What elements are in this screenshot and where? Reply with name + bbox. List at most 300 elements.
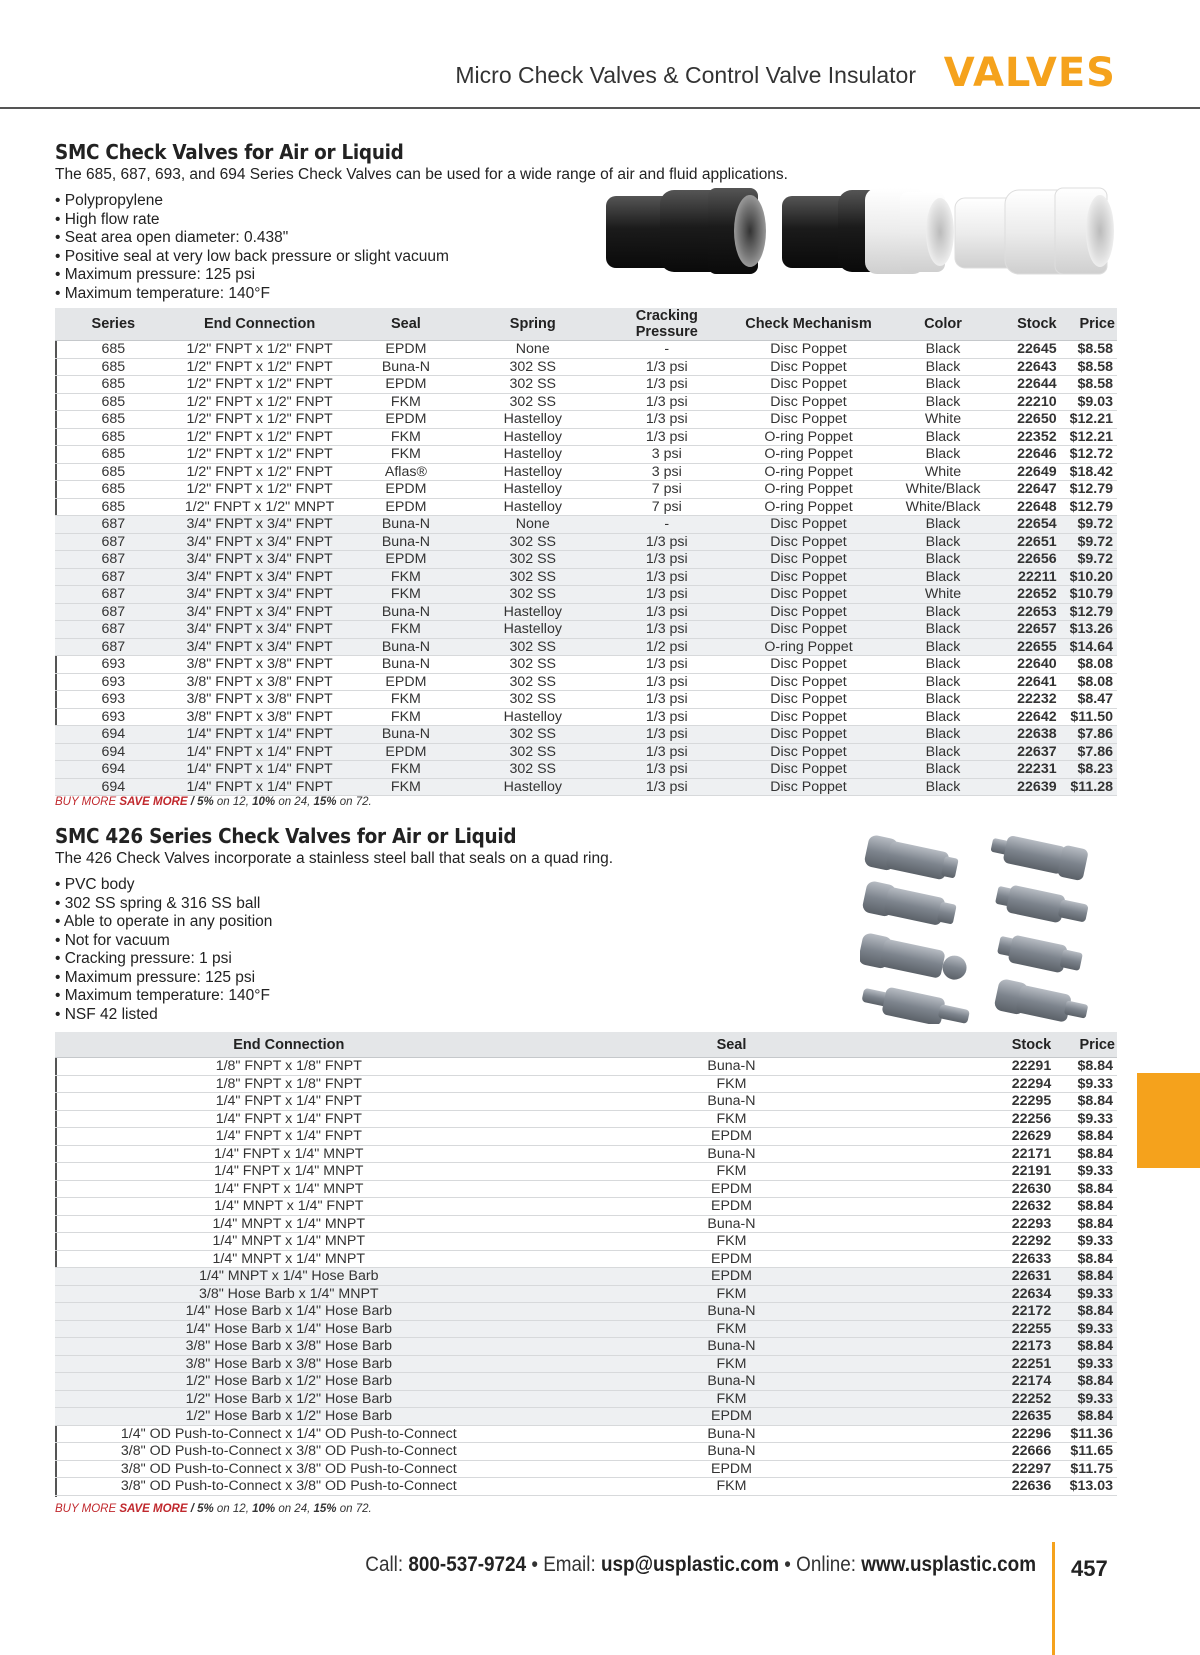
price-cell: $9.33	[1053, 1163, 1117, 1181]
end-connection-cell: 1/4" FNPT x 1/4" FNPT	[172, 778, 348, 796]
end-connection-cell: 1/4" FNPT x 1/4" FNPT	[55, 1110, 523, 1128]
color-cell: Black	[885, 603, 1002, 621]
stock-cell: 22296	[940, 1425, 1053, 1443]
series-cell: 687	[55, 533, 172, 551]
seal-cell: Buna-N	[523, 1373, 941, 1391]
stock-cell: 22211	[1001, 568, 1058, 586]
seal-cell: FKM	[523, 1075, 941, 1093]
price-cell: $8.84	[1053, 1198, 1117, 1216]
check-mechanism-cell: O-ring Poppet	[732, 428, 884, 446]
seal-cell: FKM	[348, 761, 465, 779]
table-header-row	[55, 308, 1117, 341]
stock-cell: 22292	[940, 1233, 1053, 1251]
seal-cell: Buna-N	[523, 1093, 941, 1111]
price-cell: $8.84	[1053, 1338, 1117, 1356]
color-cell: Black	[885, 761, 1002, 779]
seal-cell: FKM	[523, 1285, 941, 1303]
table-row	[55, 656, 1117, 674]
spring-cell: 302 SS	[464, 551, 601, 569]
color-cell: White/Black	[885, 481, 1002, 499]
page-header-title: Micro Check Valves & Control Valve Insulator	[455, 62, 916, 88]
price-cell: $12.79	[1059, 481, 1117, 499]
price-cell: $8.84	[1053, 1093, 1117, 1111]
price-cell: $8.84	[1053, 1145, 1117, 1163]
series-cell: 687	[55, 586, 172, 604]
seal-cell: FKM	[348, 393, 465, 411]
end-connection-cell: 1/2" FNPT x 1/2" FNPT	[172, 393, 348, 411]
end-connection-cell: 1/2" FNPT x 1/2" MNPT	[172, 498, 348, 516]
column-header: Stock	[940, 1032, 1053, 1058]
seal-cell: Buna-N	[348, 603, 465, 621]
online-label: • Online:	[779, 1553, 862, 1576]
end-connection-cell: 1/2" FNPT x 1/2" FNPT	[172, 341, 348, 359]
table-row	[55, 708, 1117, 726]
price-cell: $8.84	[1053, 1215, 1117, 1233]
cracking-pressure-cell: -	[601, 341, 732, 359]
price-cell: $8.84	[1053, 1303, 1117, 1321]
table-row	[55, 1460, 1117, 1478]
stock-cell: 22643	[1001, 358, 1058, 376]
table-row	[55, 533, 1117, 551]
end-connection-cell: 3/8" OD Push-to-Connect x 3/8" OD Push-to-Connect	[55, 1460, 523, 1478]
check-valves-photo	[600, 182, 1120, 282]
table-row	[55, 1338, 1117, 1356]
price-cell: $8.84	[1053, 1058, 1117, 1076]
column-header: Color	[885, 308, 1002, 341]
feature-item: • Maximum temperature: 140°F	[55, 987, 1117, 1006]
seal-cell: EPDM	[523, 1268, 941, 1286]
end-connection-cell: 1/4" FNPT x 1/4" MNPT	[55, 1180, 523, 1198]
price-cell: $12.21	[1059, 428, 1117, 446]
seal-cell: FKM	[523, 1478, 941, 1496]
color-cell: Black	[885, 656, 1002, 674]
feature-item: • Polypropylene	[55, 192, 1117, 211]
feature-item: • Positive seal at very low back pressure or slight vacuum	[55, 248, 1117, 267]
cracking-pressure-cell: 1/3 psi	[601, 778, 732, 796]
check-mechanism-cell: O-ring Poppet	[732, 463, 884, 481]
table-row	[55, 481, 1117, 499]
seal-cell: EPDM	[348, 341, 465, 359]
stock-cell: 22653	[1001, 603, 1058, 621]
page-number: 457	[1071, 1556, 1108, 1581]
check-mechanism-cell: O-ring Poppet	[732, 446, 884, 464]
seal-cell: EPDM	[348, 376, 465, 394]
seal-cell: FKM	[348, 568, 465, 586]
price-cell: $12.79	[1059, 603, 1117, 621]
series-cell: 694	[55, 743, 172, 761]
price-cell: $8.84	[1053, 1408, 1117, 1426]
price-cell: $11.75	[1053, 1460, 1117, 1478]
stock-cell: 22251	[940, 1355, 1053, 1373]
price-cell: $9.33	[1053, 1233, 1117, 1251]
check-mechanism-cell: Disc Poppet	[732, 603, 884, 621]
table-row	[55, 1408, 1117, 1426]
series-cell: 687	[55, 516, 172, 534]
series-cell: 685	[55, 481, 172, 499]
spring-cell: 302 SS	[464, 638, 601, 656]
seal-cell: FKM	[348, 708, 465, 726]
feature-item: • PVC body	[55, 876, 1117, 895]
cracking-pressure-cell: 1/3 psi	[601, 691, 732, 709]
price-cell: $9.72	[1059, 551, 1117, 569]
check-mechanism-cell: Disc Poppet	[732, 586, 884, 604]
seal-cell: Buna-N	[523, 1303, 941, 1321]
stock-cell: 22648	[1001, 498, 1058, 516]
end-connection-cell: 1/4" FNPT x 1/4" MNPT	[55, 1163, 523, 1181]
pvc-check-valves-photo	[860, 824, 1100, 1024]
stock-cell: 22634	[940, 1285, 1053, 1303]
end-connection-cell: 1/4" FNPT x 1/4" FNPT	[55, 1093, 523, 1111]
seal-cell: Buna-N	[523, 1425, 941, 1443]
check-mechanism-cell: Disc Poppet	[732, 656, 884, 674]
spring-cell: Hastelloy	[464, 708, 601, 726]
white-valve	[955, 188, 1114, 274]
price-cell: $10.79	[1059, 586, 1117, 604]
series-cell: 694	[55, 778, 172, 796]
table-row	[55, 1198, 1117, 1216]
seal-cell: Buna-N	[348, 638, 465, 656]
end-connection-cell: 3/4" FNPT x 3/4" FNPT	[172, 621, 348, 639]
seal-cell: EPDM	[523, 1128, 941, 1146]
color-cell: White	[885, 463, 1002, 481]
table-row	[55, 1145, 1117, 1163]
series-cell: 685	[55, 411, 172, 429]
feature-item: • 302 SS spring & 316 SS ball	[55, 895, 1117, 914]
stock-cell: 22252	[940, 1390, 1053, 1408]
price-cell: $11.36	[1053, 1425, 1117, 1443]
series-cell: 685	[55, 463, 172, 481]
price-cell: $8.58	[1059, 376, 1117, 394]
phone-number[interactable]: 800-537-9724	[408, 1553, 527, 1576]
spring-cell: 302 SS	[464, 656, 601, 674]
color-cell: Black	[885, 568, 1002, 586]
cracking-pressure-cell: 3 psi	[601, 463, 732, 481]
feature-item: • Cracking pressure: 1 psi	[55, 950, 1117, 969]
color-cell: Black	[885, 516, 1002, 534]
table-row	[55, 358, 1117, 376]
color-cell: Black	[885, 551, 1002, 569]
price-cell: $7.86	[1059, 743, 1117, 761]
seal-cell: Buna-N	[348, 516, 465, 534]
discount-2-percent: 10%	[252, 796, 276, 808]
end-connection-cell: 3/8" FNPT x 3/8" FNPT	[172, 708, 348, 726]
table-row	[55, 778, 1117, 796]
table-row	[55, 1180, 1117, 1198]
table-row	[55, 603, 1117, 621]
stock-cell: 22652	[1001, 586, 1058, 604]
end-connection-cell: 3/8" Hose Barb x 3/8" Hose Barb	[55, 1338, 523, 1356]
feature-item: • High flow rate	[55, 211, 1117, 230]
buy-more-separator: /	[187, 796, 198, 808]
table-row	[55, 673, 1117, 691]
price-cell: $14.64	[1059, 638, 1117, 656]
end-connection-cell: 3/8" FNPT x 3/8" FNPT	[172, 673, 348, 691]
stock-cell: 22636	[940, 1478, 1053, 1496]
check-mechanism-cell: O-ring Poppet	[732, 498, 884, 516]
price-cell: $8.84	[1053, 1373, 1117, 1391]
seal-cell: Aflas®	[348, 463, 465, 481]
spring-cell: 302 SS	[464, 673, 601, 691]
stock-cell: 22630	[940, 1180, 1053, 1198]
series-cell: 685	[55, 428, 172, 446]
footer-divider	[1052, 1542, 1055, 1655]
column-header: End Connection	[172, 308, 348, 341]
discount-3-qty: on 72.	[336, 1503, 372, 1515]
seal-cell: Buna-N	[523, 1215, 941, 1233]
price-cell: $7.86	[1059, 726, 1117, 744]
spring-cell: 302 SS	[464, 533, 601, 551]
cracking-pressure-cell: 3 psi	[601, 446, 732, 464]
cracking-pressure-cell: 1/3 psi	[601, 551, 732, 569]
cracking-pressure-cell: 1/2 psi	[601, 638, 732, 656]
table-row	[55, 1303, 1117, 1321]
feature-item: • NSF 42 listed	[55, 1006, 1117, 1025]
table-row	[55, 551, 1117, 569]
seal-cell: EPDM	[348, 551, 465, 569]
end-connection-cell: 3/4" FNPT x 3/4" FNPT	[172, 568, 348, 586]
table-row	[55, 743, 1117, 761]
end-connection-cell: 1/4" OD Push-to-Connect x 1/4" OD Push-to-Connect	[55, 1425, 523, 1443]
email-link[interactable]: usp@usplastic.com	[600, 1553, 780, 1576]
end-connection-cell: 1/4" MNPT x 1/4" MNPT	[55, 1215, 523, 1233]
column-header: Spring	[464, 308, 601, 341]
price-cell: $8.08	[1059, 673, 1117, 691]
stock-cell: 22637	[1001, 743, 1058, 761]
series-cell: 685	[55, 376, 172, 394]
stock-cell: 22172	[940, 1303, 1053, 1321]
table-row	[55, 621, 1117, 639]
check-mechanism-cell: Disc Poppet	[732, 358, 884, 376]
price-cell: $8.23	[1059, 761, 1117, 779]
table-row	[55, 1320, 1117, 1338]
end-connection-cell: 1/4" Hose Barb x 1/4" Hose Barb	[55, 1320, 523, 1338]
seal-cell: Buna-N	[523, 1145, 941, 1163]
end-connection-cell: 1/4" MNPT x 1/4" Hose Barb	[55, 1268, 523, 1286]
end-connection-cell: 1/2" FNPT x 1/2" FNPT	[172, 446, 348, 464]
table-header-row	[55, 1032, 1117, 1058]
end-connection-cell: 1/4" MNPT x 1/4" MNPT	[55, 1250, 523, 1268]
price-cell: $9.33	[1053, 1110, 1117, 1128]
cracking-pressure-cell: 1/3 psi	[601, 533, 732, 551]
spring-cell: Hastelloy	[464, 463, 601, 481]
discount-2-percent: 10%	[252, 1503, 276, 1515]
spring-cell: Hastelloy	[464, 446, 601, 464]
stock-cell: 22295	[940, 1093, 1053, 1111]
discount-3-qty: on 72.	[336, 796, 372, 808]
discount-1-percent: 5%	[197, 796, 214, 808]
stock-cell: 22650	[1001, 411, 1058, 429]
check-valves-table	[55, 308, 1117, 796]
seal-cell: EPDM	[348, 673, 465, 691]
series-cell: 693	[55, 673, 172, 691]
table-row	[55, 1443, 1117, 1461]
price-cell: $9.33	[1053, 1390, 1117, 1408]
seal-cell: EPDM	[348, 411, 465, 429]
check-mechanism-cell: Disc Poppet	[732, 376, 884, 394]
check-mechanism-cell: Disc Poppet	[732, 743, 884, 761]
save-more-label: SAVE MORE	[119, 796, 188, 808]
table-row	[55, 1128, 1117, 1146]
discount-2-qty: on 24,	[275, 796, 314, 808]
color-cell: Black	[885, 393, 1002, 411]
stock-cell: 22255	[940, 1320, 1053, 1338]
end-connection-cell: 1/2" Hose Barb x 1/2" Hose Barb	[55, 1390, 523, 1408]
stock-cell: 22647	[1001, 481, 1058, 499]
cracking-pressure-cell: 1/3 psi	[601, 708, 732, 726]
feature-item: • Maximum pressure: 125 psi	[55, 266, 1117, 285]
table-row	[55, 463, 1117, 481]
stock-cell: 22291	[940, 1058, 1053, 1076]
feature-item: • Maximum temperature: 140°F	[55, 285, 1117, 304]
column-header: Seal	[523, 1032, 941, 1058]
stock-cell: 22174	[940, 1373, 1053, 1391]
color-cell: Black	[885, 708, 1002, 726]
category-brand: VALVES	[943, 50, 1116, 96]
end-connection-cell: 1/4" FNPT x 1/4" FNPT	[172, 761, 348, 779]
color-cell: White	[885, 586, 1002, 604]
series-cell: 687	[55, 568, 172, 586]
stock-cell: 22256	[940, 1110, 1053, 1128]
end-connection-cell: 1/2" FNPT x 1/2" FNPT	[172, 428, 348, 446]
cracking-pressure-cell: -	[601, 516, 732, 534]
seal-cell: Buna-N	[348, 726, 465, 744]
end-connection-cell: 1/2" Hose Barb x 1/2" Hose Barb	[55, 1373, 523, 1391]
stock-cell: 22638	[1001, 726, 1058, 744]
spring-cell: Hastelloy	[464, 498, 601, 516]
price-cell: $9.33	[1053, 1320, 1117, 1338]
color-cell: Black	[885, 358, 1002, 376]
stock-cell: 22171	[940, 1145, 1053, 1163]
end-connection-cell: 3/8" OD Push-to-Connect x 3/8" OD Push-to-Connect	[55, 1478, 523, 1496]
stock-cell: 22646	[1001, 446, 1058, 464]
price-cell: $11.65	[1053, 1443, 1117, 1461]
price-cell: $12.72	[1059, 446, 1117, 464]
seal-cell: FKM	[348, 621, 465, 639]
price-cell: $13.26	[1059, 621, 1117, 639]
cracking-pressure-cell: 1/3 psi	[601, 621, 732, 639]
table-row	[55, 1110, 1117, 1128]
seal-cell: FKM	[523, 1390, 941, 1408]
spring-cell: 302 SS	[464, 376, 601, 394]
stock-cell: 22191	[940, 1163, 1053, 1181]
series-cell: 687	[55, 551, 172, 569]
price-cell: $9.33	[1053, 1355, 1117, 1373]
seal-cell: FKM	[348, 428, 465, 446]
spring-cell: Hastelloy	[464, 481, 601, 499]
cracking-pressure-cell: 1/3 psi	[601, 358, 732, 376]
price-cell: $8.84	[1053, 1250, 1117, 1268]
check-mechanism-cell: O-ring Poppet	[732, 638, 884, 656]
feature-item: • Not for vacuum	[55, 932, 1117, 951]
cracking-pressure-cell: 1/3 psi	[601, 673, 732, 691]
table-row	[55, 1390, 1117, 1408]
feature-item: • Able to operate in any position	[55, 913, 1117, 932]
table-row	[55, 1233, 1117, 1251]
website-link[interactable]: www.usplastic.com	[861, 1553, 1036, 1576]
end-connection-cell: 3/8" Hose Barb x 1/4" MNPT	[55, 1285, 523, 1303]
stock-cell: 22231	[1001, 761, 1058, 779]
check-mechanism-cell: Disc Poppet	[732, 778, 884, 796]
spring-cell: 302 SS	[464, 691, 601, 709]
price-cell: $18.42	[1059, 463, 1117, 481]
color-cell: Black	[885, 428, 1002, 446]
stock-cell: 22632	[940, 1198, 1053, 1216]
table-row	[55, 411, 1117, 429]
section-intro: The 685, 687, 693, and 694 Series Check Valves can be used for a wide range of air and fluid applications.	[55, 166, 788, 183]
check-mechanism-cell: Disc Poppet	[732, 516, 884, 534]
column-header: End Connection	[55, 1032, 523, 1058]
stock-cell: 22294	[940, 1075, 1053, 1093]
end-connection-cell: 1/2" FNPT x 1/2" FNPT	[172, 376, 348, 394]
table-row	[55, 761, 1117, 779]
price-cell: $8.47	[1059, 691, 1117, 709]
price-cell: $9.33	[1053, 1075, 1117, 1093]
cracking-pressure-cell: 1/3 psi	[601, 743, 732, 761]
stock-cell: 22297	[940, 1460, 1053, 1478]
column-header: Cracking Pressure	[601, 308, 732, 341]
spring-cell: 302 SS	[464, 393, 601, 411]
end-connection-cell: 3/4" FNPT x 3/4" FNPT	[172, 638, 348, 656]
price-cell: $8.08	[1059, 656, 1117, 674]
end-connection-cell: 3/8" FNPT x 3/8" FNPT	[172, 656, 348, 674]
cracking-pressure-cell: 1/3 psi	[601, 656, 732, 674]
stock-cell: 22657	[1001, 621, 1058, 639]
end-connection-cell: 1/4" MNPT x 1/4" MNPT	[55, 1233, 523, 1251]
feature-item: • Seat area open diameter: 0.438"	[55, 229, 1117, 248]
seal-cell: FKM	[523, 1320, 941, 1338]
spring-cell: Hastelloy	[464, 778, 601, 796]
cracking-pressure-cell: 1/3 psi	[601, 376, 732, 394]
seal-cell: EPDM	[348, 743, 465, 761]
price-cell: $8.84	[1053, 1128, 1117, 1146]
color-cell: Black	[885, 376, 1002, 394]
series-cell: 685	[55, 393, 172, 411]
series-cell: 693	[55, 656, 172, 674]
stock-cell: 22654	[1001, 516, 1058, 534]
check-mechanism-cell: Disc Poppet	[732, 393, 884, 411]
column-header: Series	[55, 308, 172, 341]
buy-more-lead: BUY MORE	[55, 796, 120, 808]
cracking-pressure-cell: 1/3 psi	[601, 603, 732, 621]
price-cell: $11.50	[1059, 708, 1117, 726]
stock-cell: 22645	[1001, 341, 1058, 359]
stock-cell: 22640	[1001, 656, 1058, 674]
discount-2-qty: on 24,	[275, 1503, 314, 1515]
stock-cell: 22641	[1001, 673, 1058, 691]
buy-more-lead: BUY MORE	[55, 1503, 120, 1515]
color-cell: Black	[885, 446, 1002, 464]
end-connection-cell: 1/4" FNPT x 1/4" FNPT	[172, 743, 348, 761]
seal-cell: Buna-N	[523, 1338, 941, 1356]
section-intro: The 426 Check Valves incorporate a stainless steel ball that seals on a quad ring.	[55, 850, 614, 867]
table-row	[55, 393, 1117, 411]
seal-cell: FKM	[523, 1355, 941, 1373]
end-connection-cell: 3/8" OD Push-to-Connect x 3/8" OD Push-to-Connect	[55, 1443, 523, 1461]
end-connection-cell: 3/8" FNPT x 3/8" FNPT	[172, 691, 348, 709]
table-row	[55, 691, 1117, 709]
stock-cell: 22639	[1001, 778, 1058, 796]
end-connection-cell: 3/4" FNPT x 3/4" FNPT	[172, 533, 348, 551]
seal-cell: FKM	[523, 1233, 941, 1251]
check-mechanism-cell: Disc Poppet	[732, 533, 884, 551]
stock-cell: 22232	[1001, 691, 1058, 709]
color-cell: White/Black	[885, 498, 1002, 516]
426-series-table	[55, 1032, 1117, 1496]
column-header: Stock	[1001, 308, 1058, 341]
end-connection-cell: 1/4" Hose Barb x 1/4" Hose Barb	[55, 1303, 523, 1321]
check-mechanism-cell: Disc Poppet	[732, 761, 884, 779]
seal-cell: Buna-N	[523, 1058, 941, 1076]
